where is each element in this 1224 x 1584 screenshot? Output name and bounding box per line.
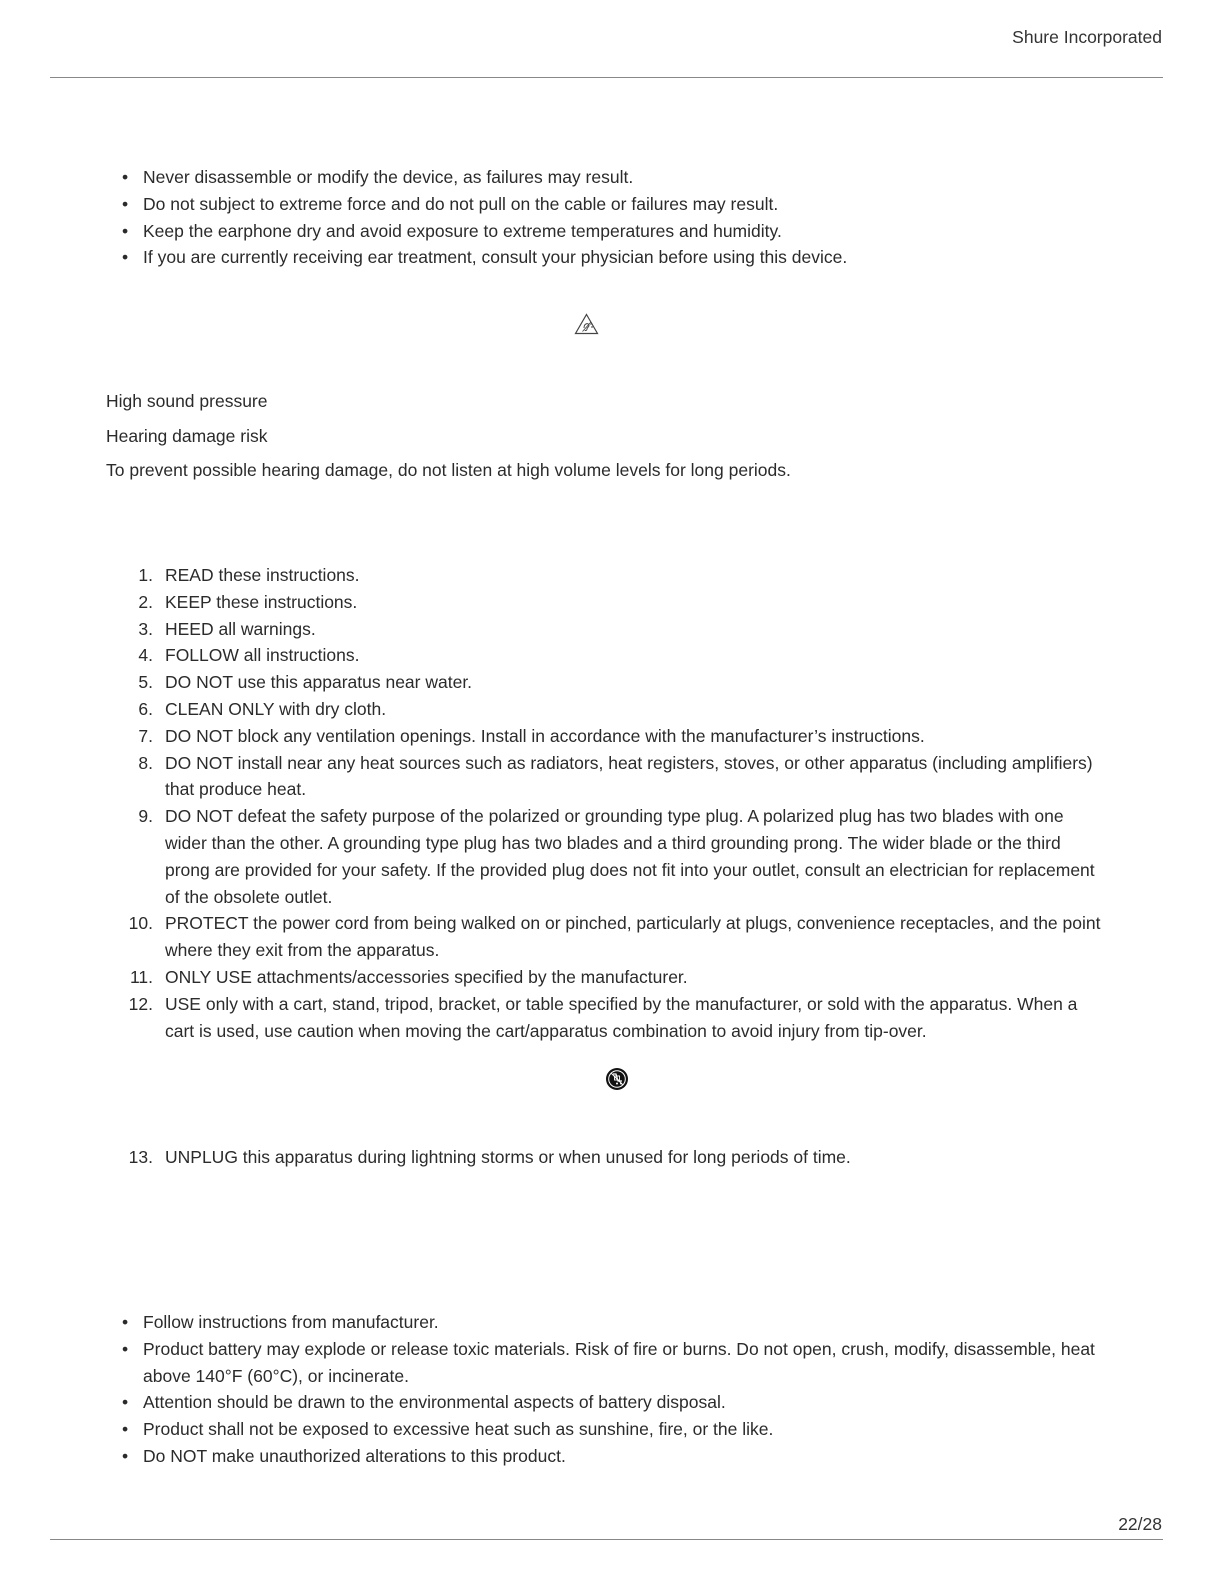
list-item	[106, 723, 1106, 750]
list-number: 12.	[128, 993, 153, 1014]
list-number: 13.	[128, 1147, 153, 1167]
footer-divider	[50, 1539, 1163, 1540]
list-text: KEEP these instructions.	[165, 591, 358, 612]
list-number: 9.	[138, 806, 153, 827]
list-item: • Follow instructions from manufacturer.	[106, 1309, 1106, 1336]
list-number: 2.	[138, 591, 153, 612]
list-text: DO NOT use this apparatus near water.	[165, 672, 473, 693]
list-number: 3.	[138, 618, 153, 639]
battery-precautions-list	[106, 1309, 1106, 1470]
list-number: 11.	[129, 966, 153, 987]
list-text: UNPLUG this apparatus during lightning storms or when unused for long periods of time.	[165, 1147, 851, 1167]
list-item	[106, 964, 1106, 991]
header-divider	[50, 77, 1163, 78]
list-item: • Product shall not be exposed to excessive heat such as sunshine, fire, or the like.	[106, 1416, 1106, 1443]
list-text: FOLLOW all instructions.	[165, 645, 360, 666]
hearing-warning-title: High sound pressure	[106, 391, 268, 411]
list-item: • Do NOT make unauthorized alterations to this product.	[106, 1443, 1106, 1470]
list-text: USE only with a cart, stand, tripod, bracket, or table specified by the manufacturer, or sold with the apparatus. When a cart is used, use caution when moving the cart/apparatus combination to avoid injury from tip-over.	[165, 993, 1078, 1041]
device-precautions-list	[106, 164, 1106, 271]
safety-instructions-list	[106, 562, 1106, 1044]
list-text: ONLY USE attachments/accessories specified by the manufacturer.	[165, 966, 688, 987]
list-item	[106, 991, 1106, 1045]
list-item	[106, 642, 1106, 669]
header-company-name: Shure Incorporated	[1012, 27, 1162, 47]
hearing-warning-icon	[574, 313, 599, 340]
list-text: DO NOT defeat the safety purpose of the polarized or grounding type plug. A polarized plug has two blades with one wider than the other. A grounding type plug has two blades and a third grounding prong. The wider blade or the third prong are provided for your safety. If the provided plug does not fit into your outlet, consult an electrician for replacement of the obsolete outlet.	[165, 806, 1095, 907]
list-item	[106, 562, 1106, 589]
list-text: PROTECT the power cord from being walked on or pinched, particularly at plugs, convenience receptacles, and the point where they exit from the apparatus.	[165, 913, 1101, 961]
list-item	[106, 616, 1106, 643]
list-item	[106, 803, 1106, 910]
list-item: • Product battery may explode or release toxic materials. Risk of fire or burns. Do not open, crush, modify, disassemble, heat above 140°F (60°C), or incinerate.	[106, 1336, 1106, 1390]
list-item: • Do not subject to extreme force and do not pull on the cable or failures may result.	[106, 191, 1106, 218]
list-item	[106, 750, 1106, 804]
list-text: HEED all warnings.	[165, 618, 316, 639]
list-item	[106, 696, 1106, 723]
hearing-warning-subtitle: Hearing damage risk	[106, 426, 268, 446]
hearing-warning-text: To prevent possible hearing damage, do not listen at high volume levels for long periods.	[106, 460, 791, 480]
list-text: DO NOT install near any heat sources such as radiators, heat registers, stoves, or other apparatus (including amplifiers) that produce heat.	[165, 752, 1093, 800]
list-item: • Never disassemble or modify the device, as failures may result.	[106, 164, 1106, 191]
page-number: 22/28	[1118, 1514, 1162, 1534]
list-item	[106, 910, 1106, 964]
list-item: • If you are currently receiving ear treatment, consult your physician before using this device.	[106, 244, 1106, 271]
list-number: 5.	[138, 672, 153, 693]
list-number: 8.	[138, 752, 153, 773]
list-item: • Attention should be drawn to the environmental aspects of battery disposal.	[106, 1389, 1106, 1416]
list-number: 10.	[128, 913, 153, 934]
list-item	[106, 1144, 1106, 1171]
safety-instructions-list-continued	[106, 1144, 1106, 1171]
list-item	[106, 589, 1106, 616]
list-text: DO NOT block any ventilation openings. Install in accordance with the manufacturer’s instructions.	[165, 725, 925, 746]
list-number: 1.	[138, 565, 153, 585]
list-number: 7.	[138, 725, 153, 746]
cart-tipover-icon	[605, 1067, 629, 1096]
list-item: • Keep the earphone dry and avoid exposure to extreme temperatures and humidity.	[106, 218, 1106, 245]
list-text: CLEAN ONLY with dry cloth.	[165, 698, 387, 719]
list-number: 4.	[138, 645, 153, 666]
list-text: READ these instructions.	[165, 565, 360, 585]
list-item	[106, 669, 1106, 696]
list-number: 6.	[138, 698, 153, 719]
